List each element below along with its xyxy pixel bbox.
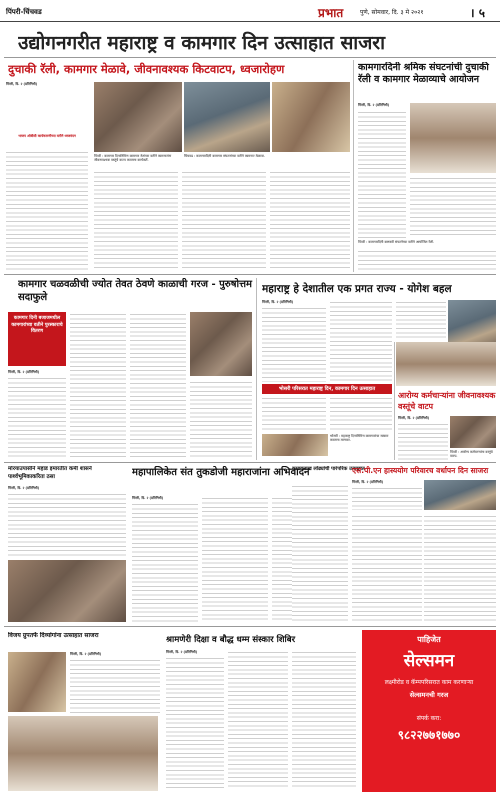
tukdoji-headline: महापालिकेत संत तुकडोजी महाराजांना अभिवादन [132, 467, 310, 478]
sadaphule-headline: कामगार चळवळीची ज्योत तेवत ठेवणे काळाची गरज - पुरुषोत्तम सदाफुले [18, 279, 253, 303]
right-photo-caption: पिंपरी : कामगारदिनी कष्टकरी संघटनेच्या वतीने आयोजित रॅली. [358, 240, 435, 244]
photo-health-top [396, 342, 496, 386]
photo-bhosari [262, 434, 328, 456]
sadaphule-col4 [190, 380, 252, 458]
ad-line-2: सेल्समनची गरज [409, 691, 449, 699]
photo-sadaphule [190, 312, 252, 376]
right-story-col3 [358, 249, 496, 271]
left-story-dateline: पिंपरी, दि. २ (प्रतिनिधी) [6, 82, 38, 86]
photo-health [450, 416, 496, 448]
right-story-col1 [358, 110, 406, 238]
sadaphule-inset-box [8, 312, 66, 366]
camp-dateline: पिंपरी, दि. २ (प्रतिनिधी) [166, 650, 198, 654]
ad-title-top: पाहिजेत [417, 635, 441, 644]
bhosari-col2 [330, 396, 392, 432]
oxygen-headline: कमावलाख लोंढ्यांची पारंपरिक उत्साहात [292, 466, 365, 472]
sadaphule-col3 [130, 312, 186, 458]
ad-phone: ९८२२७७१७७० [397, 728, 461, 742]
sadaphule-col2 [70, 312, 126, 458]
photo-kit-distribution [94, 82, 182, 152]
health-col1 [398, 422, 448, 460]
health-dateline: पिंपरी, दि. २ (प्रतिनिधी) [398, 416, 430, 420]
main-headline: उद्योगनगरीत महाराष्ट्र व कामगार दिन उत्साहात साजरा [18, 32, 386, 54]
smjan-col3 [424, 514, 496, 622]
photo-morya [8, 560, 126, 622]
ad-title: सेल्समन [403, 651, 455, 671]
left-story-body [6, 86, 88, 132]
photo-caption-2: चिंचवड : कामगारदिनी कामगार संघटनांच्या वतीने कामगार मेळावा. [184, 154, 265, 158]
ad-line-1: लक्ष्मीरोड व कॅम्पपरिसरात काम करणाऱ्या [384, 679, 474, 686]
tukdoji-col2 [202, 496, 268, 622]
newspaper-logo: प्रभात [318, 6, 344, 20]
camp-col2 [228, 650, 288, 790]
salesman-ad [362, 630, 496, 792]
morya-body [8, 492, 126, 556]
sadaphule-col1 [8, 376, 66, 458]
bahal-col1 [262, 306, 326, 382]
smjan-col2 [352, 514, 422, 622]
vijay-body [70, 658, 160, 714]
smjan-dateline: पिंपरी, दि. २ (प्रतिनिधी) [352, 480, 384, 484]
body-col-left [6, 150, 88, 270]
camp-col1 [166, 656, 224, 790]
bhosari-inset [262, 384, 392, 394]
bhosari-inset-head: भोसरी परिसरात महाराष्ट्र दिन, कामगार दिन उत्साहात [278, 386, 376, 392]
page-header [0, 0, 500, 22]
oxygen-body [292, 484, 348, 622]
left-story-subhead: भाजप ओबीसी कार्यकारणीच्या वतीने ध्वजवंदन [18, 134, 76, 139]
tukdoji-dateline: पिंपरी, दि. २ (प्रतिनिधी) [132, 496, 164, 500]
health-headline: आरोग्य कर्मचाऱ्यांना जीवनावश्यक वस्तूंचे वाटप [398, 391, 496, 411]
smjan-headline: एस.पी.एन हास्ययोग परिवारच वर्धापन दिन साजरा [352, 466, 489, 475]
right-story-headline: कामगारदिनी श्रमिक संघटनांची दुचाकी रॅली व कामगार मेळाव्याचे आयोजन [358, 62, 489, 85]
ad-line-3: संपर्क करा: [416, 715, 442, 722]
vijay-dateline: पिंपरी, दि. २ (प्रतिनिधी) [70, 652, 102, 656]
photo-smjan [424, 480, 496, 510]
photo-caption-1: पिंपरी : कामगार दिनानिमित्त कामगार नेतांच्या वतीने कामगारांना जीवनावश्यक वस्तूंचे वाटप करताना कार्यकर्ते. [94, 154, 172, 162]
page-number: । ५ [470, 6, 485, 20]
right-story-col2 [410, 176, 496, 238]
photo-rally [272, 82, 350, 152]
bhosari-caption: भोसरी : महाराष्ट्र दिनानिमित्त कामगारांचा सत्कार करताना मान्यवर. [330, 434, 389, 442]
bahal-dateline: पिंपरी, दि. २ (प्रतिनिधी) [262, 300, 294, 304]
photo-right-rally [410, 103, 496, 173]
health-caption: पिंपरी : आरोग्य कर्मचाऱ्यांना वस्तूंचे वाटप. [450, 450, 493, 458]
camp-col3 [292, 650, 356, 790]
camp-headline: श्रामणेरी दिक्षा व बौद्ध धम्म संस्कार शिबिर [166, 635, 296, 645]
photo-vijay [8, 652, 66, 712]
bahal-col3 [396, 300, 446, 340]
body-col-c [270, 170, 350, 270]
bhosari-col1 [262, 396, 326, 432]
right-story-dateline: पिंपरी, दि. २ (प्रतिनिधी) [358, 103, 390, 107]
issue-date: पुणे, सोमवार, दि. ३ मे २०२१ [360, 9, 424, 16]
vijay-headline: विजय ग्रुपतर्फे दिव्यांगांना उत्साहात साजरा [8, 632, 99, 639]
sadaphule-dateline: पिंपरी, दि. २ (प्रतिनिधी) [8, 370, 40, 374]
bahal-col2 [330, 300, 392, 382]
tukdoji-col1 [132, 502, 198, 622]
morya-headline: मोरयाउपासीने महाड इमारतीत कर्मी शासने पार्श्वभूमिकाकरिता ठसा [8, 466, 92, 480]
bahal-headline: महाराष्ट्र हे देशातील एक प्रगत राज्य - योगेश बहल [262, 283, 452, 295]
body-col-b [182, 170, 266, 270]
body-col-a [94, 170, 178, 270]
smjan-col1 [352, 486, 422, 510]
photo-workers-meet [184, 82, 270, 152]
section-name: पिंपरी-चिंचवड [6, 8, 42, 16]
photo-vijay-2 [8, 716, 158, 791]
sub-headline: दुचाकी रॅली, कामगार मेळावे, जीवनावश्यक किटवाटप, ध्वजारोहण [8, 62, 285, 76]
sadaphule-inset-label: कामगार दिनी बजाजमधील कामगारांच्या वतीने पुरस्काराचे वितरण [11, 316, 63, 334]
morya-dateline: पिंपरी, दि. २ (प्रतिनिधी) [8, 486, 40, 490]
